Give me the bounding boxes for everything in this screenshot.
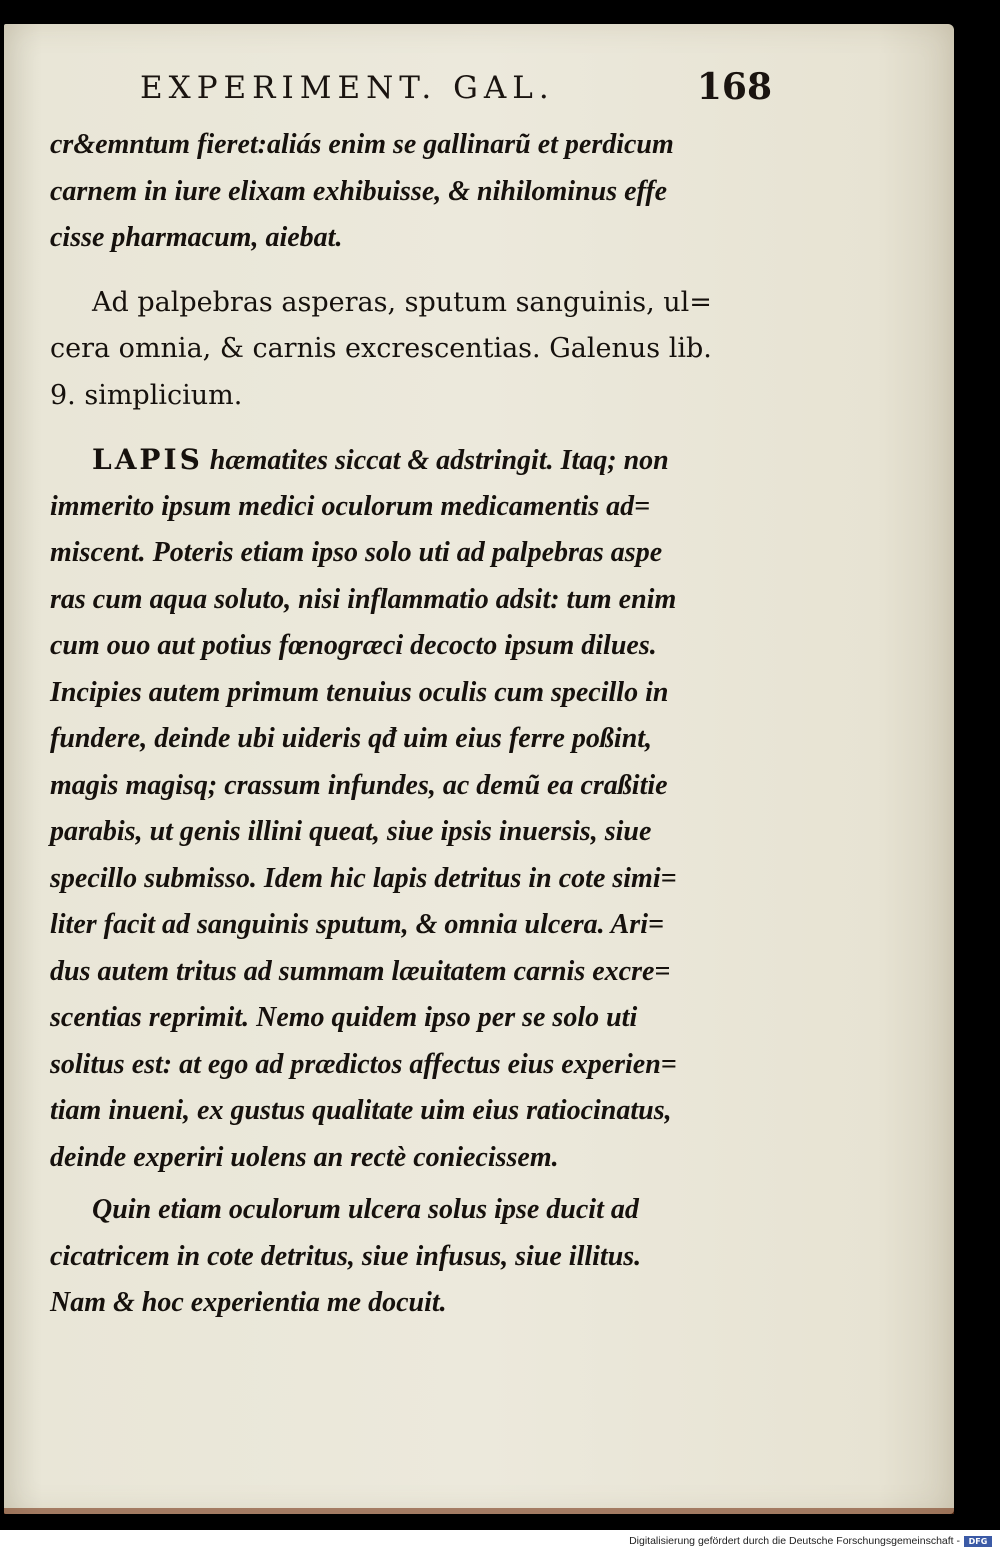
body-text <box>50 122 740 1327</box>
text-line: cum ouo aut potius fœnogræci decocto ipsum dilues. <box>50 630 657 661</box>
text-line: dus autem tritus ad summam læuitatem carnis excre= <box>50 955 671 987</box>
page-number: 168 <box>696 66 772 108</box>
text-line: magis magisq; crassum infundes, ac demũ ea craßitie <box>50 769 668 801</box>
text-line: Incipies autem primum tenuius oculis cum specillo in <box>50 676 669 708</box>
text-line: cisse pharmacum, aiebat. <box>50 222 343 253</box>
text-line-rest: hæmatites siccat & adstringit. Itaq; non <box>209 445 669 476</box>
text-line: miscent. Poteris etiam ipso solo uti ad palpebras aspe <box>50 537 663 568</box>
text-line: carnem in iure elixam exhibuisse, & nihilominus effe <box>50 175 668 207</box>
text-line: solitus est: at ego ad prædictos affectus eius experien= <box>50 1048 677 1080</box>
text-line: ras cum aqua soluto, nisi inflammatio adsit: tum enim <box>50 583 677 615</box>
text-line: tiam inueni, ex gustus qualitate uim eius ratiocinatus, <box>50 1095 672 1126</box>
text-line: fundere, deinde ubi uideris qđ uim eius ferre poßint, <box>50 723 653 754</box>
page-header <box>140 66 780 118</box>
text-line: cr&emntum fieret:aliás enim se gallinarũ et perdicum <box>50 129 674 160</box>
text-line: cicatricem in cote detritus, siue infusus, siue illitus. <box>50 1240 642 1272</box>
text-line: liter facit ad sanguinis sputum, & omnia ulcera. Ari= <box>50 909 664 940</box>
text-line <box>50 437 740 484</box>
digitization-footer <box>0 1532 1000 1553</box>
text-line: parabis, ut genis illini queat, siue ipsis inuersis, siue <box>50 816 652 847</box>
text-line: immerito ipsum medici oculorum medicamentis ad= <box>50 490 651 522</box>
dfg-logo: DFG <box>964 1536 992 1547</box>
text-line: scentias reprimit. Nemo quidem ipso per se solo uti <box>50 1002 638 1033</box>
initial-word: LAPIS <box>92 443 203 476</box>
text-line: Nam & hoc experientia me docuit. <box>50 1287 447 1318</box>
funding-credit: Digitalisierung gefördert durch die Deutsche Forschungsgemeinschaft - <box>629 1535 960 1547</box>
heading-line: cera omnia, & carnis excrescentias. Galenus lib. <box>50 333 712 364</box>
text-line: specillo submisso. Idem hic lapis detritus in cote simi= <box>50 862 677 894</box>
page-edge <box>4 1508 954 1514</box>
heading-line: 9. simplicium. <box>50 379 243 411</box>
heading-line: Ad palpebras asperas, sputum sanguinis, ul= <box>92 286 712 318</box>
running-title: EXPERIMENT. GAL. <box>140 70 555 106</box>
text-line: Quin etiam oculorum ulcera solus ipse ducit ad <box>92 1194 639 1225</box>
text-line: deinde experiri uolens an rectè coniecissem. <box>50 1141 559 1173</box>
